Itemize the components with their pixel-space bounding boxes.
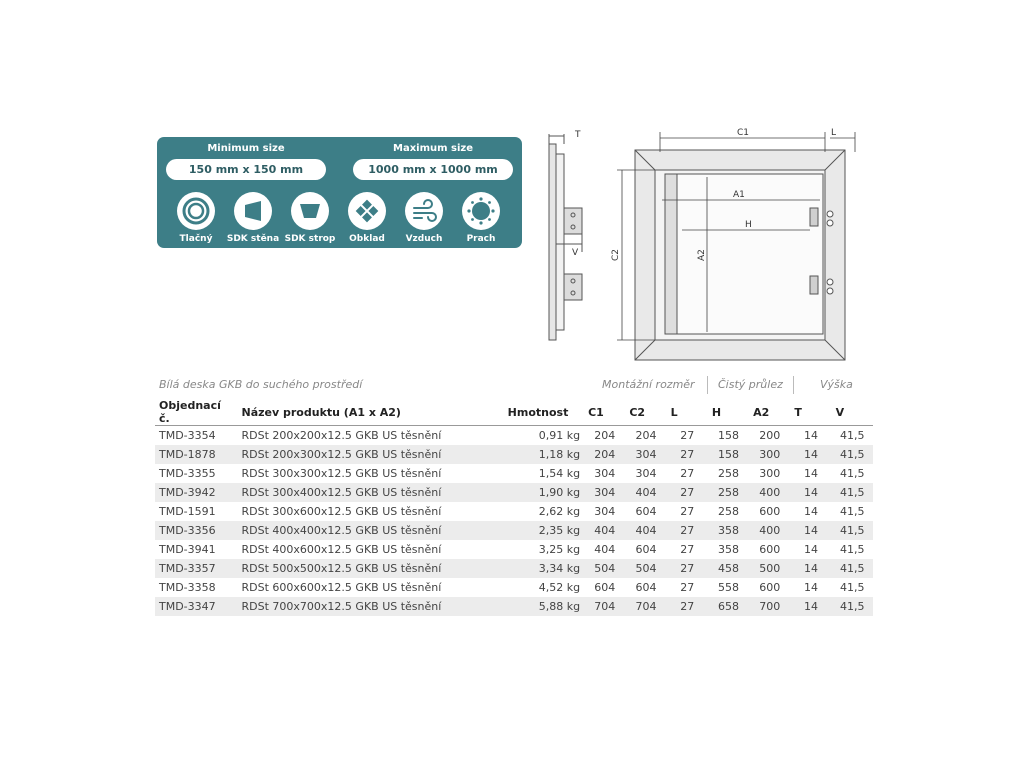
- table-cell: 658: [708, 597, 749, 616]
- table-row: [155, 559, 873, 578]
- table-cell: 27: [667, 483, 708, 502]
- table-cell: 358: [717, 543, 739, 556]
- front-view: [635, 150, 845, 360]
- dim-label-a1: A1: [733, 190, 745, 200]
- table-cell: TMD-3358: [159, 581, 216, 594]
- group-divider: [707, 376, 708, 394]
- table-cell: 27: [667, 559, 708, 578]
- table-cell: TMD-3355: [159, 467, 216, 480]
- group-clear-label: Čistý průlez: [718, 378, 783, 391]
- table-cell: 14: [803, 543, 818, 556]
- table-cell: 27: [680, 505, 695, 518]
- table-cell: 1,18 kg: [504, 445, 584, 464]
- table-cell: 27: [667, 521, 708, 540]
- dim-label-c2: C2: [611, 248, 621, 261]
- table-cell: 2,62 kg: [538, 505, 581, 518]
- table-header-row: [155, 399, 873, 426]
- table-subtitle: Bílá deska GKB do suchého prostředí: [159, 378, 363, 391]
- maximum-size-block: [353, 142, 513, 180]
- table-cell: 300: [759, 467, 781, 480]
- table-cell: 600: [759, 543, 781, 556]
- col-header: A2: [749, 399, 790, 426]
- table-cell: 258: [717, 467, 739, 480]
- table-cell: 704: [625, 597, 666, 616]
- dim-label-t: T: [575, 130, 581, 140]
- table-row: [155, 483, 873, 502]
- table-cell: 14: [803, 429, 818, 442]
- table-cell: 1,54 kg: [538, 467, 581, 480]
- table-row: [155, 464, 873, 483]
- table-cell: 600: [759, 505, 781, 518]
- dim-label-c1: C1: [737, 128, 750, 138]
- table-cell: 14: [790, 597, 831, 616]
- table-cell: 14: [790, 521, 831, 540]
- table-cell: TMD-3356: [155, 521, 238, 540]
- table-cell: 500: [749, 559, 790, 578]
- table-cell: 41,5: [832, 597, 873, 616]
- table-cell: 27: [680, 467, 695, 480]
- side-section-view: [549, 134, 582, 340]
- table-body: [155, 426, 873, 617]
- table-cell: TMD-3354: [159, 429, 216, 442]
- col-header: Hmotnost: [504, 399, 584, 426]
- maximum-size-title: Maximum size: [393, 143, 473, 154]
- table-cell: 404: [594, 543, 616, 556]
- table-cell: 3,25 kg: [538, 543, 581, 556]
- air-icon: [405, 192, 443, 230]
- table-cell: TMD-1878: [155, 445, 238, 464]
- table-cell: 504: [584, 559, 625, 578]
- col-header: H: [708, 399, 749, 426]
- group-divider: [793, 376, 794, 394]
- table-cell: 4,52 kg: [538, 581, 581, 594]
- minimum-size-value: 150 mm x 150 mm: [166, 159, 326, 180]
- table-cell: 0,91 kg: [538, 429, 581, 442]
- table-cell: TMD-3942: [155, 483, 238, 502]
- col-header: C1: [584, 399, 625, 426]
- table-cell: 400: [749, 483, 790, 502]
- dim-label-l: L: [831, 128, 837, 138]
- table-cell: 404: [584, 521, 625, 540]
- table-row: [155, 426, 873, 446]
- group-height-label: Výška: [820, 378, 853, 391]
- table-row: [155, 597, 873, 616]
- table-row: [155, 521, 873, 540]
- table-cell: 41,5: [840, 581, 865, 594]
- table-cell: 604: [635, 505, 657, 518]
- table-cell: RDSt 200x200x12.5 GKB US těsnění: [241, 429, 442, 442]
- table-cell: RDSt 400x400x12.5 GKB US těsnění: [238, 521, 504, 540]
- table-cell: RDSt 400x600x12.5 GKB US těsnění: [241, 543, 442, 556]
- table-cell: 304: [594, 505, 616, 518]
- table-cell: RDSt 600x600x12.5 GKB US těsnění: [241, 581, 442, 594]
- table-cell: 558: [717, 581, 739, 594]
- table-cell: 458: [708, 559, 749, 578]
- table-cell: 504: [625, 559, 666, 578]
- table-cell: 604: [594, 581, 616, 594]
- dust-icon: [462, 192, 500, 230]
- table-cell: 41,5: [840, 543, 865, 556]
- wall-icon: [234, 192, 272, 230]
- table-cell: 14: [803, 581, 818, 594]
- col-header: Objednací č.: [155, 399, 238, 426]
- table-cell: RDSt 300x400x12.5 GKB US těsnění: [238, 483, 504, 502]
- col-header: C2: [625, 399, 666, 426]
- feature-press: [167, 192, 225, 244]
- feature-label: Prach: [466, 234, 496, 244]
- table-cell: 27: [680, 429, 695, 442]
- table-cell: RDSt 500x500x12.5 GKB US těsnění: [238, 559, 504, 578]
- table-row: [155, 445, 873, 464]
- table-cell: 300: [749, 445, 790, 464]
- table-cell: 204: [594, 429, 616, 442]
- table-cell: RDSt 200x300x12.5 GKB US těsnění: [238, 445, 504, 464]
- table-cell: 41,5: [840, 429, 865, 442]
- table-cell: 600: [759, 581, 781, 594]
- table-cell: 41,5: [832, 445, 873, 464]
- table-cell: 258: [708, 483, 749, 502]
- feature-label: SDK stěna: [226, 234, 280, 244]
- table-cell: 358: [708, 521, 749, 540]
- col-header: V: [832, 399, 873, 426]
- table-cell: TMD-3347: [155, 597, 238, 616]
- minimum-size-title: Minimum size: [207, 143, 285, 154]
- table-row: [155, 502, 873, 521]
- technical-drawing: [535, 122, 875, 372]
- table-cell: 14: [790, 445, 831, 464]
- col-header: L: [667, 399, 708, 426]
- table-row: [155, 578, 873, 597]
- table-cell: 204: [584, 445, 625, 464]
- table-cell: 41,5: [840, 467, 865, 480]
- dim-label-v: V: [572, 248, 579, 258]
- table-cell: 404: [625, 521, 666, 540]
- table-cell: 41,5: [840, 505, 865, 518]
- table-cell: 704: [584, 597, 625, 616]
- ceiling-icon: [291, 192, 329, 230]
- dim-label-h: H: [745, 220, 752, 230]
- table-cell: 304: [635, 467, 657, 480]
- table-cell: RDSt 300x600x12.5 GKB US těsnění: [241, 505, 442, 518]
- table-cell: 14: [803, 467, 818, 480]
- table-cell: 700: [749, 597, 790, 616]
- table-cell: 404: [625, 483, 666, 502]
- table-cell: 158: [708, 445, 749, 464]
- table-cell: 304: [625, 445, 666, 464]
- size-info-panel: [157, 137, 522, 248]
- table-cell: TMD-1591: [159, 505, 216, 518]
- table-cell: 27: [667, 445, 708, 464]
- table-cell: 1,90 kg: [504, 483, 584, 502]
- feature-air: [395, 192, 453, 244]
- table-cell: 2,35 kg: [504, 521, 584, 540]
- feature-label: Obklad: [349, 234, 385, 244]
- table-cell: 5,88 kg: [504, 597, 584, 616]
- table-row: [155, 540, 873, 559]
- maximum-size-value: 1000 mm x 1000 mm: [353, 159, 513, 180]
- table-cell: 158: [717, 429, 739, 442]
- col-header: T: [790, 399, 831, 426]
- table-cell: 27: [680, 581, 695, 594]
- table-cell: 204: [635, 429, 657, 442]
- table-cell: RDSt 300x300x12.5 GKB US těsnění: [241, 467, 442, 480]
- table-cell: 41,5: [832, 483, 873, 502]
- table-cell: 3,34 kg: [504, 559, 584, 578]
- table-cell: 27: [680, 543, 695, 556]
- table-cell: 27: [667, 597, 708, 616]
- table-cell: 258: [717, 505, 739, 518]
- feature-ceiling: [281, 192, 339, 244]
- table-cell: 200: [759, 429, 781, 442]
- group-mount-label: Montážní rozměr: [602, 378, 695, 391]
- table-cell: 604: [635, 543, 657, 556]
- table-cell: 14: [790, 483, 831, 502]
- minimum-size-block: [166, 142, 326, 180]
- table-cell: TMD-3357: [155, 559, 238, 578]
- table-cell: 14: [803, 505, 818, 518]
- table-cell: RDSt 700x700x12.5 GKB US těsnění: [238, 597, 504, 616]
- feature-dust: [452, 192, 510, 244]
- feature-label: Tlačný: [179, 234, 213, 244]
- table-cell: 14: [790, 559, 831, 578]
- product-table: [155, 399, 873, 616]
- dim-label-a2: A2: [697, 249, 707, 261]
- table-cell: 604: [635, 581, 657, 594]
- feature-tiles: [338, 192, 396, 244]
- table-cell: 41,5: [832, 521, 873, 540]
- feature-label: Vzduch: [405, 234, 443, 244]
- press-icon: [177, 192, 215, 230]
- tiles-icon: [348, 192, 386, 230]
- table-cell: 41,5: [832, 559, 873, 578]
- table-cell: 304: [584, 483, 625, 502]
- col-header: Název produktu (A1 x A2): [238, 399, 504, 426]
- table-cell: TMD-3941: [159, 543, 216, 556]
- feature-label: SDK strop: [284, 234, 336, 244]
- feature-wall: [224, 192, 282, 244]
- table-cell: 400: [749, 521, 790, 540]
- table-cell: 304: [594, 467, 616, 480]
